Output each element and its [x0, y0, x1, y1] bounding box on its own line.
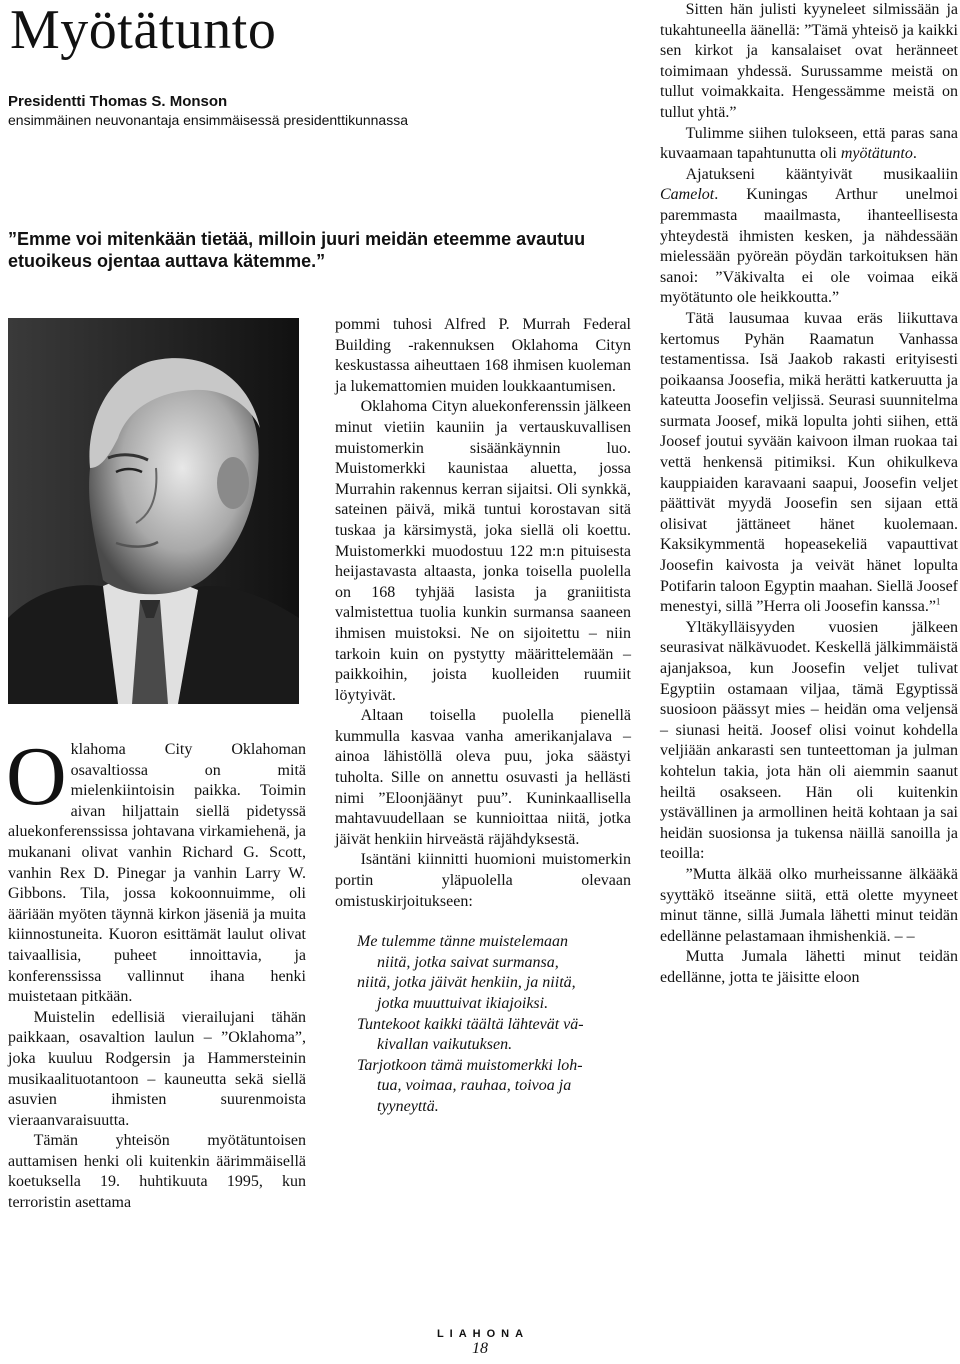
author-byline: [8, 92, 408, 129]
page-number: 18: [472, 1340, 488, 1357]
opening-paragraph: [6, 730, 306, 1008]
inscription-line: jotka muuttuivat ikiajoiksi.: [377, 995, 549, 1012]
emphasis-word: myötätunto: [840, 145, 913, 163]
article-column-3: [660, 0, 958, 989]
paragraph: Tämän yhteisön myötätuntoisen auttamisen henki oli kuitenkin äärimmäisellä koetuksella 19. huhtikuuta 1995, kun terroristin asettama: [8, 1132, 306, 1212]
inscription-line: Tuntekoot kaikki täältä lähtevät vä-: [357, 1015, 584, 1033]
drop-cap: O: [6, 730, 67, 823]
inscription-line: niitä, jotka jäivät henkiin, ja niitä,: [357, 974, 576, 992]
opening-text: klahoma City Oklahoman osavaltiossa on mitä mielenkiintoisin paikka. Toimin aivan hiljattain siellä pidetyssä aluekonferenssissa johtavana virkamiehenä, ja mukanani olivat vanhin Richard G. Scott, vanhin Rex D. Pinegar ja vanhin Larry W. Gibbons. Tila, jossa kokoonnuimme, oli ääriään myöten täynnä kirkon jäseniä ja muita kiinnostuneita. Kuoron esittämät laulut olivat taivaallisia, puheet innoittavia, ja konferenssissa vallinnut ihana henki muistetaan pitkään.: [8, 741, 306, 1006]
author-name: Presidentti Thomas S. Monson: [8, 93, 228, 110]
inscription-line: kivallan vaikutuksen.: [377, 1036, 513, 1054]
paragraph-text: .: [912, 145, 917, 163]
inscription-line: tua, voimaa, rauhaa, toivoa ja: [377, 1077, 572, 1095]
portrait-illustration: [8, 318, 299, 704]
paragraph: ”Mutta älkää olko murheissanne älkääkä syyttäkö itseänne siitä, että olette myyneet minut tänne, sillä Jumala lähetti minut teidän edellänne pelastamaan ihmishenkiä. – –: [660, 865, 958, 945]
paragraph: Sitten hän julisti kyyneleet silmissään ja tukahtuneella äänellä: ”Tämä yhteisö ja kaikki sen kirkot ja kansalaiset ovat heränneet toimimaan yhdessä. Surussamme meistä on tullut voimakkaita. Hengessämme meistä on tullut yhtä.”: [660, 1, 958, 121]
page-footer: [0, 1328, 960, 1358]
paragraph: Muistelin edellisiä vierailujani tähän paikkaan, osavaltion laulun – ”Oklahoma”, joka kuuluu Rodgersin ja Hammersteinin musikaalituotantoon – kauneutta sekä siellä asuvien ihmisten suurenmoista vieraanvaraisuutta.: [8, 1008, 306, 1129]
memorial-inscription: [357, 932, 631, 1117]
paragraph: Isäntäni kiinnitti huomioni muistomerkin portin yläpuolella olevaan omistuskirjoitukseen:: [335, 851, 631, 910]
inscription-line: tyyneyttä.: [377, 1097, 439, 1115]
footnote-ref[interactable]: 1: [935, 596, 941, 607]
lead-quote: ”Emme voi mitenkään tietää, milloin juuri meidän eteemme avautuu etuoikeus ojentaa auttava kätemme.”: [8, 229, 586, 271]
paragraph-text: . Kuningas Arthur unelmoi paremmasta maailmasta, ihanteellisesta yhteydestä ihmisten kesken, ja nähdessään mielessään pyöreän pöydän tarkoituksen hän sanoi: ”Väkivalta ei ole voimaa eikä myötätunto ole heikkoutta.”: [660, 186, 958, 307]
paragraph-text: Tulimme siihen tulokseen, että paras sana kuvaamaan tapahtunutta oli: [660, 124, 958, 163]
paragraph-text: Tätä lausumaa kuvaa eräs liikuttava kertomus Pyhän Raamatun Vanhassa testamentissa. Isä Jaakob rakasti erityisesti poikaansa Joosefia, mikä herätti katkeruutta ja kateutta Joosefin veljissä. Seurasi suunnitelma surmata Joosef, mikä lopulta johti siihen, että Joosef joutui syvään kaivoon ilman ruokaa tai vettä henkensä pitimiksi. Kun ohikulkeva kauppiaiden karavaani saapui, Joosefin veljet päättivät myydä Joosefin sen sijaan että olisivat jättäneet hänet kuolemaan. Kaksikymmentä hopeasekeliä vapauttivat Joosefin kaivosta ja veivät hänet lopulta Potifarin taloon Egyptin maahan. Siellä Joosef menestyi, sillä ”Herra oli Joosefin kanssa.”: [660, 309, 958, 616]
author-role: ensimmäinen neuvonantaja ensimmäisessä presidenttikunnassa: [8, 112, 409, 128]
magazine-name: LIAHONA: [436, 1328, 530, 1340]
paragraph: pommi tuhosi Alfred P. Murrah Federal Building -rakennuksen Oklahoma Cityn keskustassa aiheuttaen 168 ihmisen kuoleman ja lukemattomien muiden loukkaantumisen.: [335, 316, 631, 395]
paragraph: Altaan toisella puolella pienellä kummulla kasvaa vanha amerikanjalava – ainoa lähistöllä oleva puu, joka säästyi tuholta. Sille on annettu osuvasti ja hellästi nimi ”Eloonjäänyt puu”. Kuninkaallisella mahtavuudellaan se kunnioittaa niitä, jotka jäivät henkiin hirveästä räjähdyksestä.: [335, 707, 631, 848]
paragraph: [660, 165, 958, 309]
paragraph: Oklahoma Cityn aluekonferenssin jälkeen minut vietiin kauniin ja vertauskuvallisen muistomerkin sisäänkäynnin luo. Muistomerkki kaunistaa aluetta, jossa Murrahin rakennus kerran sijaitsi. Oli synkkä, sateinen päivä, mikä tuntui korostavan sitä tuskaa ja kärsimystä, joka siellä oli koettu. Muistomerkki muodostuu 122 m:n pituisesta heijastavasta altaasta, jonka toisella puolella on 168 tyhjää lasista ja graniitista valmistettua tuolia kunkin surmansa saaneen ihmisen muistoksi. Ne on sijoitettu – niin tarkoin kuin on pystytty määrittelemään – paikkoihin, joista kuolleiden ruumiit löytyivät.: [335, 398, 631, 704]
inscription-line: niitä, jotka saivat surmansa,: [377, 953, 559, 971]
paragraph: [660, 309, 958, 618]
portrait-photo: [8, 318, 299, 704]
paragraph: Yltäkylläisyyden vuosien jälkeen seurasivat nälkävuodet. Keskellä jälkimmäistä ajanjaksoa, kun Joosefin veljet tulivat Egyptiin ostamaan viljaa, tämä Egyptissä suosioon päässyt mies – heidän oma veljensä – siunasi heitä. Joosef olisi voinut kohdella veljiään ankarasti sen tunteettoman ja julman kohtelun takia, jota hän oli aiemmin saanut heiltä osakseen. Hän oli kuitenkin ystävällinen ja armollinen heitä kohtaan ja sai heidän suosionsa ja tukensa näillä sanoilla ja teoilla:: [660, 618, 958, 863]
paragraph-text: Ajatukseni kääntyivät musikaaliin: [685, 165, 958, 183]
emphasis-word: Camelot: [660, 186, 715, 204]
page-title: Myötätunto: [10, 0, 277, 61]
article-column-1: [6, 730, 306, 1214]
inscription-line: Me tulemme tänne muistelemaan: [357, 933, 569, 951]
inscription-line: Tarjotkoon tämä muistomerkki loh-: [357, 1056, 583, 1074]
paragraph: Mutta Jumala lähetti minut teidän edellänne, jotta te jäisitte eloon: [660, 948, 958, 986]
paragraph: [660, 124, 958, 165]
article-column-2: [335, 315, 631, 1118]
